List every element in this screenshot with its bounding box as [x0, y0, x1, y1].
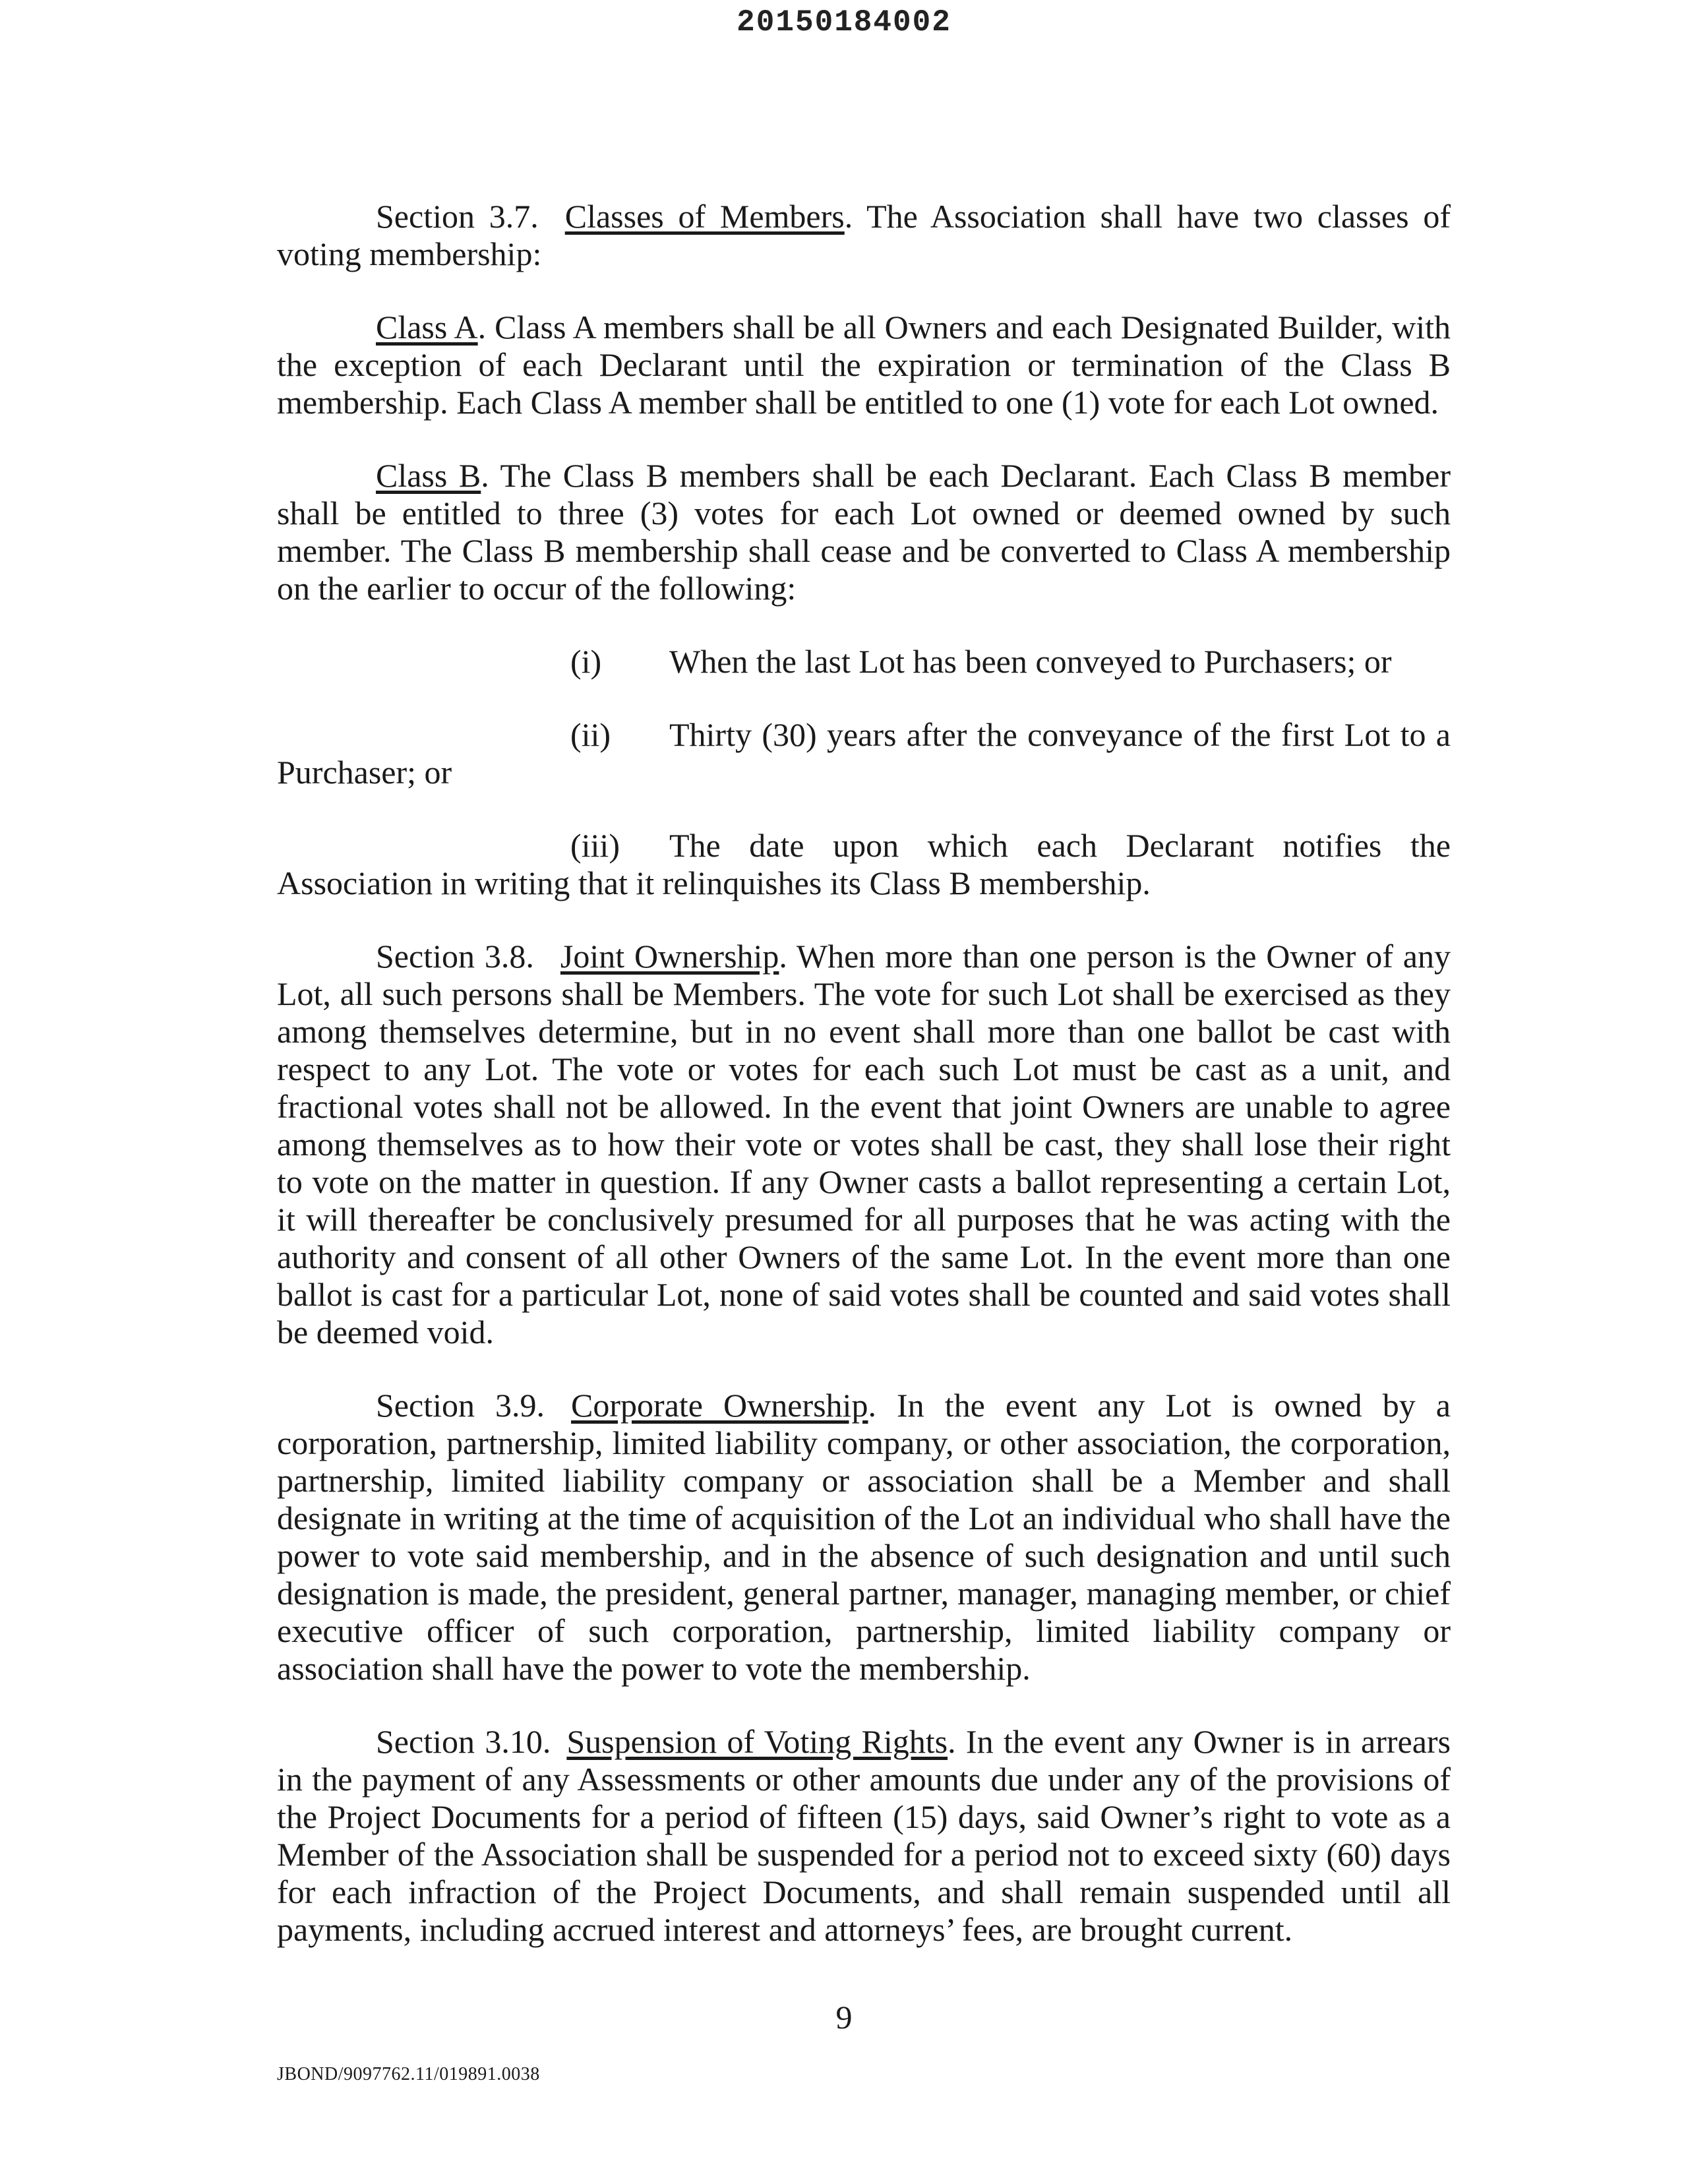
section-label: Section 3.7. [376, 198, 539, 235]
list-item-ii [277, 716, 1451, 791]
section-3-8 [277, 938, 1451, 1351]
section-label: Section 3.8. [376, 938, 534, 975]
list-number: (ii) [570, 716, 611, 753]
class-a-text: . Class A members shall be all Owners and each Designated Builder, with the exception of each Declarant until the expiration or termination of the Class B membership. Each Class A member shall be entitled to one (1) vote for each Lot owned. [277, 309, 1451, 421]
section-text: . In the event any Owner is in arrears in the payment of any Assessments or other amounts due under any of the provisions of the Project Documents for a period of fifteen (15) days, said Owner’s right to vote as a Member of the Association shall be suspended for a period not to exceed sixty (60) days for each infraction of the Project Documents, and shall remain suspended until all payments, including accrued interest and attorneys’ fees, are brought current. [277, 1723, 1451, 1948]
list-number: (i) [570, 643, 602, 680]
section-title: Suspension of Voting Rights [566, 1723, 948, 1760]
section-3-9 [277, 1387, 1451, 1687]
section-title: Joint Ownership [560, 938, 779, 975]
page-number: 9 [835, 1999, 853, 2036]
section-title: Corporate Ownership [571, 1387, 868, 1424]
class-b-text: . The Class B members shall be each Declarant. Each Class B member shall be entitled to three (3) votes for each Lot owned or deemed owned by such member. The Class B membership shall cease and be converted to Class A membership on the earlier to occur of the following: [277, 457, 1451, 607]
list-continuation: Association in writing that it relinquishes its Class B membership. [277, 864, 1151, 901]
list-text: When the last Lot has been conveyed to Purchasers; or [669, 643, 1392, 680]
section-text: . When more than one person is the Owner of any Lot, all such persons shall be Members. The vote for such Lot shall be exercised as they among themselves determine, but in no event shall more than one ballot be cast with respect to any Lot. The vote or votes for each such Lot must be cast as a unit, and fractional votes shall not be allowed. In the event that joint Owners are unable to agree among themselves as to how their vote or votes shall be cast, they shall lose their right to vote on the matter in question. If any Owner casts a ballot representing a certain Lot, it will thereafter be conclusively presumed for all purposes that he was acting with the authority and consent of all other Owners of the same Lot. In the event more than one ballot is cast for a particular Lot, none of said votes shall be counted and said votes shall be deemed void. [277, 938, 1451, 1350]
list-continuation: Purchaser; or [277, 754, 452, 791]
list-text: Thirty (30) years after the conveyance of the first Lot to a [669, 716, 1451, 753]
section-title: Classes of Members [564, 198, 845, 235]
recording-number: 20150184002 [737, 5, 951, 40]
section-3-10 [277, 1723, 1451, 1949]
section-text: . The Association shall have two classes of voting membership: [277, 198, 1451, 272]
list-text: The date upon which each Declarant notifies the [669, 827, 1451, 864]
list-item-i [277, 643, 1451, 681]
document-reference: JBOND/9097762.11/019891.0038 [277, 2064, 540, 2084]
section-label: Section 3.9. [376, 1387, 545, 1424]
document-body [277, 198, 1451, 1949]
section-text: . In the event any Lot is owned by a corporation, partnership, limited liability company, or other association, the corporation, partnership, limited liability company or association shall be a Member and shall designate in writing at the time of acquisition of the Lot an individual who shall have the power to vote said membership, and in the absence of such designation and until such designation is made, the president, general partner, manager, managing member, or chief executive officer of such corporation, partnership, limited liability company or association shall have the power to vote the membership. [277, 1387, 1451, 1687]
class-b-paragraph [277, 457, 1451, 607]
list-number: (iii) [570, 827, 620, 864]
section-label: Section 3.10. [376, 1723, 551, 1760]
class-a-label: Class A [376, 309, 478, 346]
list-item-iii [277, 827, 1451, 902]
class-b-label: Class B [376, 457, 481, 494]
section-3-7 [277, 198, 1451, 273]
class-a-paragraph [277, 309, 1451, 421]
